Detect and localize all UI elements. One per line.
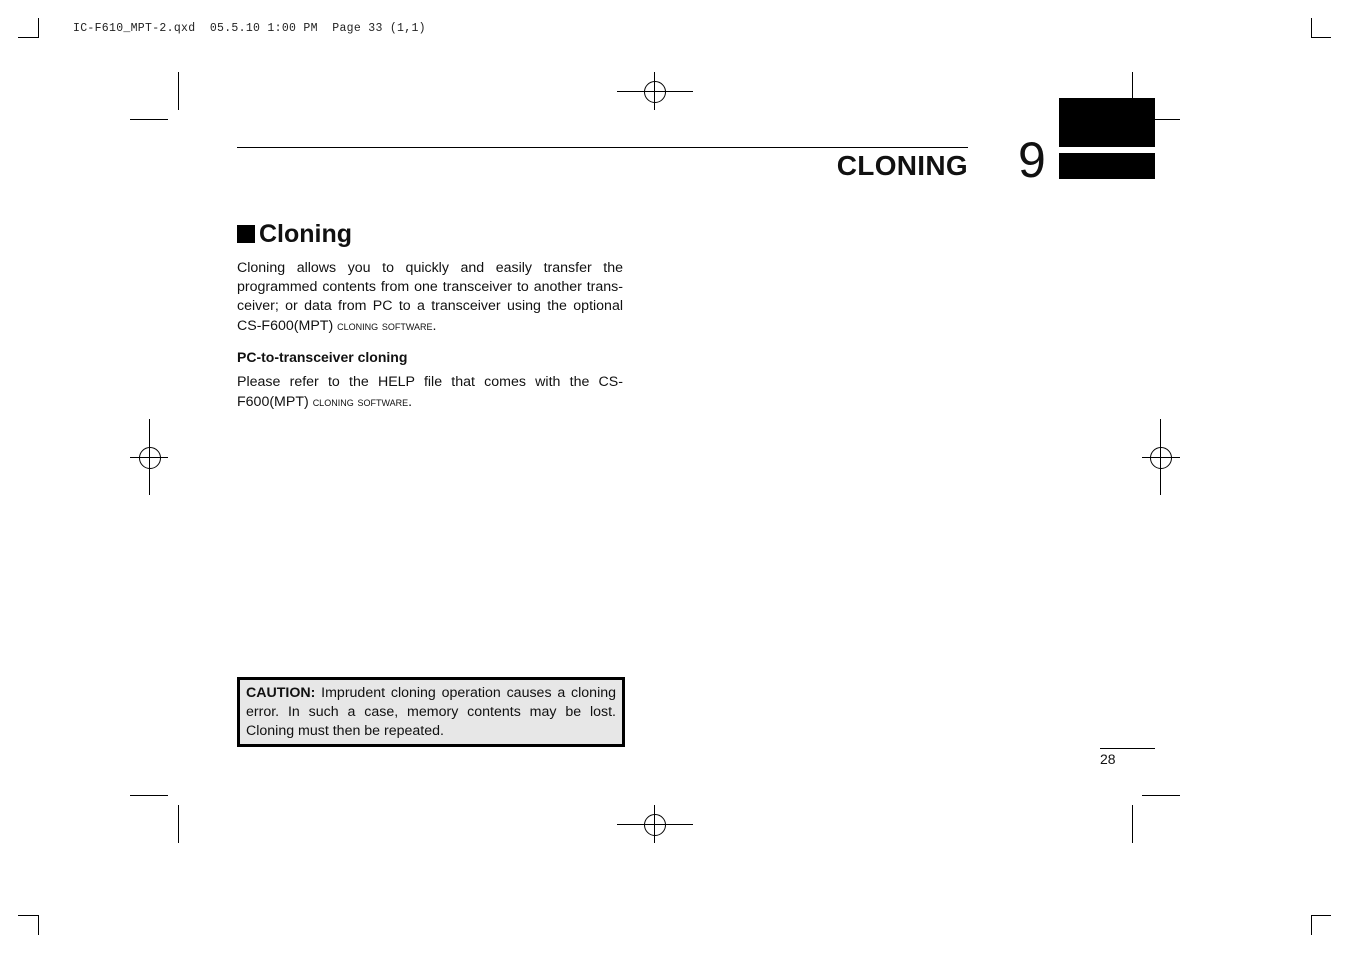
caution-label: CAUTION: xyxy=(246,685,316,701)
file-slug-line: IC-F610_MPT-2.qxd 05.5.10 1:00 PM Page 33 (1,1) xyxy=(73,22,426,35)
intro-paragraph xyxy=(237,259,623,336)
page-number: 28 xyxy=(1100,751,1116,767)
pc-cloning-software-name: cloning software xyxy=(312,394,409,409)
intro-software-name: cloning software xyxy=(337,318,433,333)
chapter-number: 9 xyxy=(1018,132,1046,188)
pc-cloning-heading: PC-to-transceiver cloning xyxy=(237,349,408,365)
pc-cloning-text: Please refer to the HELP file that comes with the CS-F600(MPT) xyxy=(237,374,623,410)
square-bullet-icon xyxy=(237,225,255,243)
pc-cloning-end: . xyxy=(408,394,413,410)
section-heading xyxy=(237,220,352,249)
chapter-tab-bar xyxy=(1059,153,1155,179)
caution-text: Imprudent cloning operation causes a cloning error. In such a case, memory contents may be lost. Cloning must then be repeated. xyxy=(246,685,616,739)
intro-end: . xyxy=(432,318,437,334)
chapter-rule xyxy=(237,147,968,148)
pc-cloning-paragraph xyxy=(237,373,623,412)
page-number-rule xyxy=(1100,748,1155,749)
chapter-tab-block xyxy=(1059,98,1155,147)
caution-box xyxy=(237,677,625,747)
chapter-title: CLONING xyxy=(836,150,968,181)
intro-text: Cloning allows you to quickly and easily transfer the programmed contents from one transceiver to another trans-ceiver; or data from PC to a transceiver using the optional CS-F600(MPT) xyxy=(237,260,623,334)
section-heading-text: Cloning xyxy=(259,220,353,248)
